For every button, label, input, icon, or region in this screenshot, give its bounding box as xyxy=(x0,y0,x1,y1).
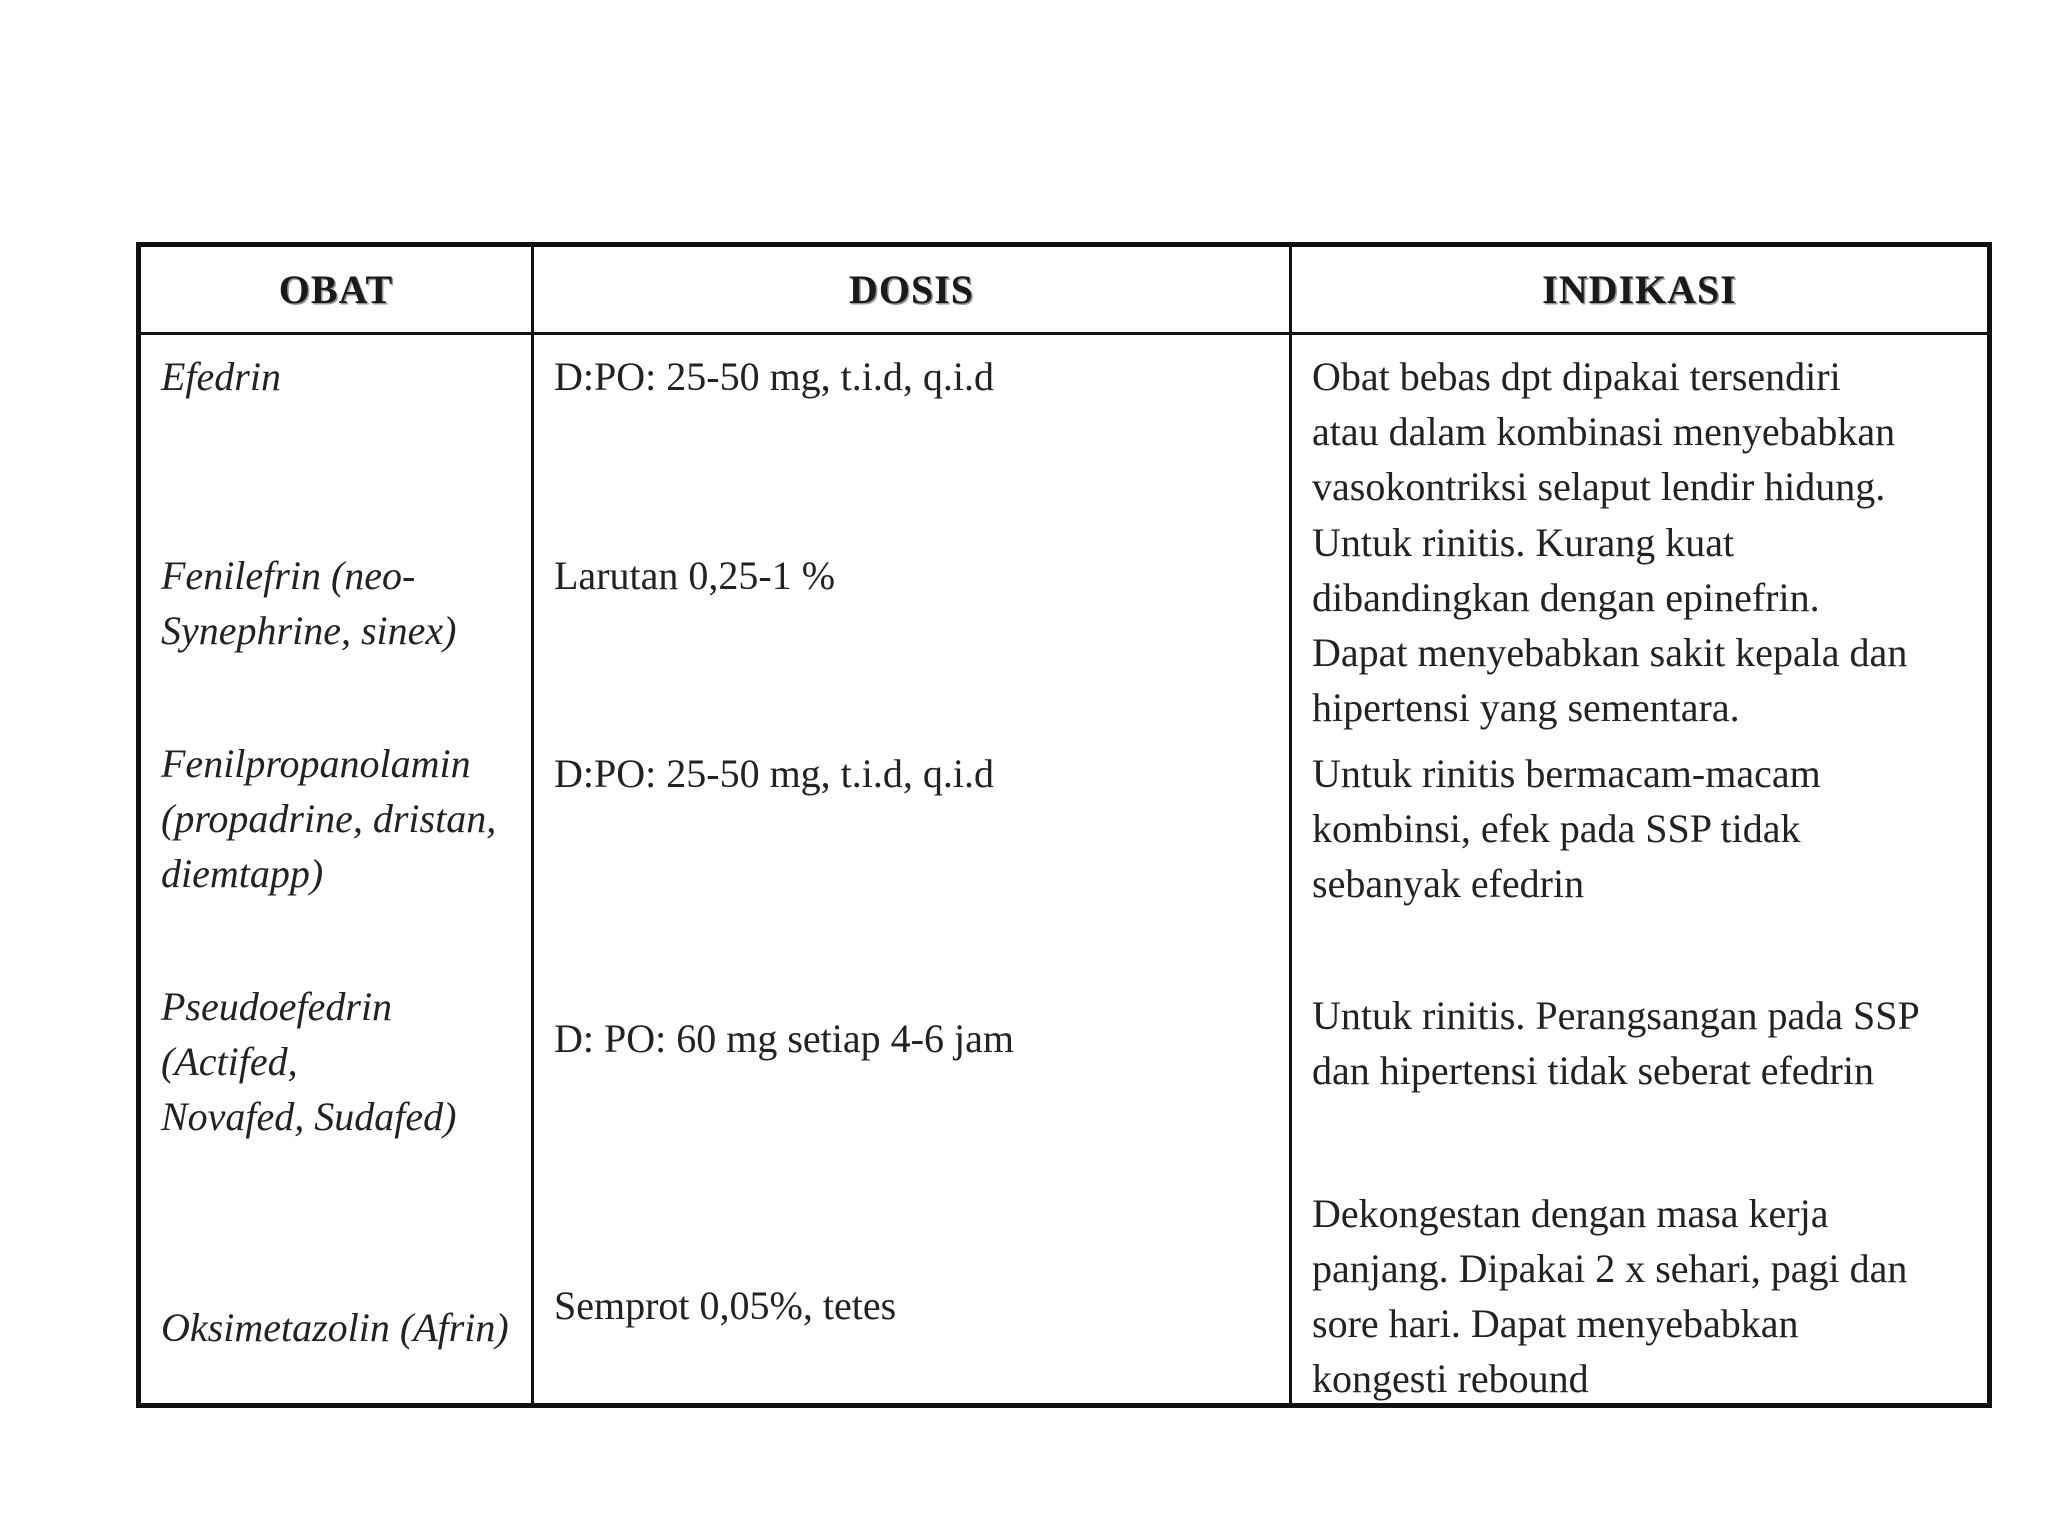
indikasi-pseudoefedrin: Untuk rinitis. Perangsangan pada SSP dan hipertensi tidak seberat efedrin xyxy=(1312,993,1920,1093)
header-dosis: DOSIS xyxy=(534,247,1292,335)
dosis-efedrin: D:PO: 25-50 mg, t.i.d, q.i.d xyxy=(554,354,995,399)
drug-table xyxy=(136,242,1992,1408)
header-obat: OBAT xyxy=(141,247,534,335)
column-indikasi xyxy=(1292,335,1987,1403)
indikasi-fenilpropanolamin: Untuk rinitis bermacam-macam kombinsi, efek pada SSP tidak sebanyak efedrin xyxy=(1312,751,1821,906)
indikasi-fenilefrin: Untuk rinitis. Kurang kuat dibandingkan dengan epinefrin. Dapat menyebabkan sakit kepala dan hipertensi yang sementara. xyxy=(1312,520,1908,730)
obat-efedrin: Efedrin xyxy=(161,354,281,399)
column-dosis xyxy=(534,335,1292,1403)
obat-oksimetazolin: Oksimetazolin (Afrin) xyxy=(161,1305,509,1350)
header-indikasi: INDIKASI xyxy=(1292,247,1987,335)
indikasi-oksimetazolin: Dekongestan dengan masa kerja panjang. Dipakai 2 x sehari, pagi dan sore hari. Dapat menyebabkan kongesti rebound xyxy=(1312,1191,1908,1401)
dosis-oksimetazolin: Semprot 0,05%, tetes xyxy=(554,1283,897,1328)
column-obat xyxy=(141,335,534,1403)
obat-fenilpropanolamin: Fenilpropanolamin (propadrine, dristan, diemtapp) xyxy=(161,741,497,896)
dosis-pseudoefedrin: D: PO: 60 mg setiap 4-6 jam xyxy=(554,1016,1014,1061)
dosis-fenilpropanolamin: D:PO: 25-50 mg, t.i.d, q.i.d xyxy=(554,751,995,796)
obat-fenilefrin: Fenilefrin (neo- Synephrine, sinex) xyxy=(161,553,457,653)
obat-pseudoefedrin: Pseudoefedrin (Actifed, Novafed, Sudafed) xyxy=(161,984,457,1139)
indikasi-efedrin: Obat bebas dpt dipakai tersendiri atau dalam kombinasi menyebabkan vasokontriksi selaput lendir hidung. xyxy=(1312,354,1896,509)
dosis-fenilefrin: Larutan 0,25-1 % xyxy=(554,553,836,598)
